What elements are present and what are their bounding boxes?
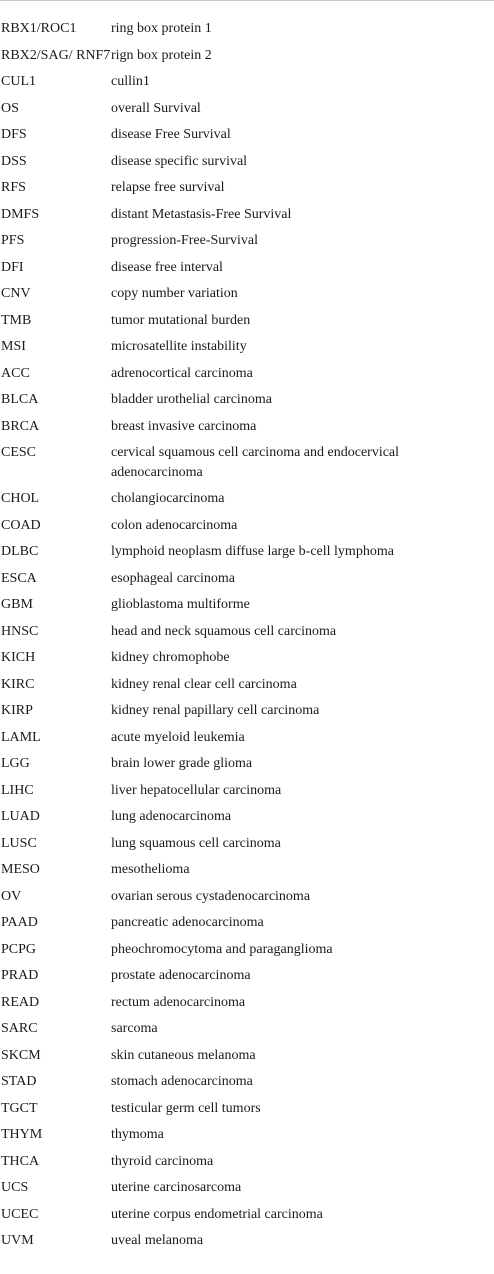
- table-row: [0, 1072, 494, 1099]
- table-row: [0, 966, 494, 993]
- abbreviation-cell: LUSC: [1, 835, 37, 851]
- definition-cell: copy number variation: [111, 286, 238, 301]
- table-row: [0, 1178, 494, 1205]
- definition-cell: lymphoid neoplasm diffuse large b-cell lymphoma: [111, 544, 394, 559]
- definition-cell: colon adenocarcinoma: [111, 517, 238, 533]
- abbreviation-cell: MSI: [1, 339, 26, 354]
- table-row: [0, 417, 494, 444]
- abbreviation-cell: THYM: [1, 1127, 43, 1142]
- table-row: [0, 913, 494, 940]
- abbreviation-cell: CHOL: [1, 491, 40, 506]
- table-row: [0, 489, 494, 516]
- definition-cell: kidney renal papillary cell carcinoma: [111, 703, 320, 718]
- abbreviation-cell: RFS: [1, 180, 26, 195]
- definition-cell: testicular germ cell tumors: [111, 1100, 261, 1116]
- table-row: [0, 542, 494, 569]
- abbreviation-cell: DFS: [1, 127, 27, 142]
- abbreviation-cell: SKCM: [1, 1047, 41, 1063]
- definition-cell: kidney renal clear cell carcinoma: [111, 676, 297, 692]
- abbreviation-cell: READ: [1, 994, 40, 1010]
- definition-cell: kidney chromophobe: [111, 650, 230, 665]
- definition-cell: glioblastoma multiforme: [111, 597, 250, 612]
- definition-cell: liver hepatocellular carcinoma: [111, 782, 282, 798]
- abbreviation-cell: CESC: [1, 445, 37, 460]
- definition-cell: cervical squamous cell carcinoma and endocervical adenocarcinoma: [111, 445, 400, 480]
- definition-cell: mesothelioma: [111, 862, 190, 877]
- abbreviation-cell: CNV: [1, 286, 31, 301]
- definition-cell: microsatellite instability: [111, 339, 247, 354]
- definition-cell: uterine corpus endometrial carcinoma: [111, 1206, 323, 1222]
- table-row: [0, 648, 494, 675]
- definition-cell: progression-Free-Survival: [111, 233, 258, 248]
- abbreviation-cell: CUL1: [1, 74, 36, 89]
- table-row: [0, 595, 494, 622]
- table-row: [0, 754, 494, 781]
- abbreviations-table: [0, 19, 494, 1258]
- table-row: [0, 887, 494, 914]
- definition-cell: ovarian serous cystadenocarcinoma: [111, 888, 311, 904]
- table-row: [0, 390, 494, 417]
- definition-cell: thymoma: [111, 1127, 164, 1142]
- definition-cell: uterine carcinosarcoma: [111, 1180, 242, 1195]
- table-row: [0, 993, 494, 1020]
- table-row: [0, 72, 494, 99]
- definition-cell: lung adenocarcinoma: [111, 809, 232, 824]
- definition-cell: rign box protein 2: [111, 47, 212, 63]
- definition-cell: uveal melanoma: [111, 1233, 204, 1248]
- definition-cell: rectum adenocarcinoma: [111, 994, 246, 1010]
- definition-cell: disease Free Survival: [111, 127, 231, 142]
- definition-cell: tumor mutational burden: [111, 312, 251, 328]
- abbreviation-cell: RBX2/SAG/ RNF7: [1, 47, 111, 63]
- abbreviation-cell: TMB: [1, 312, 32, 328]
- abbreviation-cell: SARC: [1, 1021, 38, 1036]
- definition-cell: thyroid carcinoma: [111, 1153, 214, 1169]
- table-row: [0, 569, 494, 596]
- table-row: [0, 19, 494, 46]
- definition-cell: brain lower grade glioma: [111, 756, 253, 771]
- definition-cell: acute myeloid leukemia: [111, 729, 245, 745]
- definition-cell: cholangiocarcinoma: [111, 491, 225, 506]
- table-row: [0, 701, 494, 728]
- abbreviation-cell: DSS: [1, 153, 27, 169]
- definition-cell: esophageal carcinoma: [111, 570, 235, 586]
- table-row: [0, 443, 494, 489]
- table-row: [0, 152, 494, 179]
- abbreviation-cell: PCPG: [1, 941, 37, 957]
- abbreviation-cell: GBM: [1, 597, 33, 612]
- abbreviation-cell: TGCT: [1, 1100, 38, 1116]
- abbreviation-cell: LIHC: [1, 782, 34, 798]
- definition-cell: sarcoma: [111, 1021, 158, 1036]
- table-row: [0, 311, 494, 338]
- abbreviation-cell: HNSC: [1, 623, 39, 639]
- table-row: [0, 125, 494, 152]
- abbreviation-cell: UCEC: [1, 1206, 39, 1222]
- definition-cell: distant Metastasis-Free Survival: [111, 206, 292, 222]
- abbreviation-cell: ESCA: [1, 570, 37, 586]
- abbreviation-cell: ACC: [1, 365, 30, 381]
- table-row: [0, 807, 494, 834]
- table-row: [0, 1152, 494, 1179]
- abbreviation-cell: PRAD: [1, 968, 39, 983]
- definition-cell: pheochromocytoma and paraganglioma: [111, 941, 333, 957]
- abbreviation-cell: PAAD: [1, 915, 38, 930]
- top-rule: [0, 0, 494, 1]
- table-row: [0, 337, 494, 364]
- abbreviation-cell: KIRC: [1, 676, 35, 692]
- abbreviation-cell: COAD: [1, 517, 41, 533]
- table-row: [0, 46, 494, 73]
- definition-cell: disease free interval: [111, 259, 223, 275]
- abbreviation-cell: UVM: [1, 1233, 34, 1248]
- table-row: [0, 1125, 494, 1152]
- abbreviation-cell: LUAD: [1, 809, 40, 824]
- definition-cell: ring box protein 1: [111, 21, 212, 36]
- abbreviation-cell: THCA: [1, 1153, 40, 1169]
- abbreviation-cell: UCS: [1, 1180, 29, 1195]
- abbreviation-cell: LAML: [1, 729, 41, 745]
- abbreviation-cell: DFI: [1, 259, 24, 275]
- table-row: [0, 940, 494, 967]
- abbreviation-cell: DLBC: [1, 544, 39, 559]
- definition-cell: breast invasive carcinoma: [111, 418, 257, 434]
- abbreviation-cell: OS: [1, 100, 19, 116]
- abbreviation-cell: OV: [1, 888, 22, 904]
- table-row: [0, 284, 494, 311]
- table-row: [0, 364, 494, 391]
- definition-cell: bladder urothelial carcinoma: [111, 392, 272, 407]
- definition-cell: lung squamous cell carcinoma: [111, 835, 281, 851]
- definition-cell: skin cutaneous melanoma: [111, 1047, 256, 1063]
- table-row: [0, 1099, 494, 1126]
- abbreviation-cell: STAD: [1, 1074, 37, 1089]
- definition-cell: disease specific survival: [111, 153, 248, 169]
- definition-cell: cullin1: [111, 74, 150, 89]
- table-row: [0, 231, 494, 258]
- table-row: [0, 99, 494, 126]
- table-row: [0, 860, 494, 887]
- definition-cell: adrenocortical carcinoma: [111, 365, 253, 381]
- table-row: [0, 516, 494, 543]
- table-row: [0, 1019, 494, 1046]
- abbreviation-cell: DMFS: [1, 206, 40, 222]
- abbreviations-table-body: [0, 19, 494, 1258]
- definition-cell: pancreatic adenocarcinoma: [111, 915, 264, 930]
- table-row: [0, 1231, 494, 1258]
- definition-cell: stomach adenocarcinoma: [111, 1074, 253, 1089]
- definition-cell: overall Survival: [111, 100, 201, 116]
- abbreviation-cell: MESO: [1, 862, 40, 877]
- abbreviation-cell: BRCA: [1, 418, 40, 434]
- table-row: [0, 728, 494, 755]
- definition-cell: prostate adenocarcinoma: [111, 968, 251, 983]
- abbreviation-cell: KIRP: [1, 703, 33, 718]
- table-row: [0, 622, 494, 649]
- table-row: [0, 834, 494, 861]
- abbreviation-cell: KICH: [1, 650, 36, 665]
- abbreviation-cell: BLCA: [1, 392, 39, 407]
- table-row: [0, 205, 494, 232]
- definition-cell: relapse free survival: [111, 180, 225, 195]
- table-row: [0, 258, 494, 285]
- definition-cell: head and neck squamous cell carcinoma: [111, 623, 337, 639]
- table-row: [0, 1205, 494, 1232]
- abbreviation-cell: LGG: [1, 756, 30, 771]
- abbreviation-cell: PFS: [1, 233, 25, 248]
- table-row: [0, 1046, 494, 1073]
- table-row: [0, 781, 494, 808]
- abbreviation-cell: RBX1/ROC1: [1, 21, 77, 36]
- table-row: [0, 675, 494, 702]
- table-row: [0, 178, 494, 205]
